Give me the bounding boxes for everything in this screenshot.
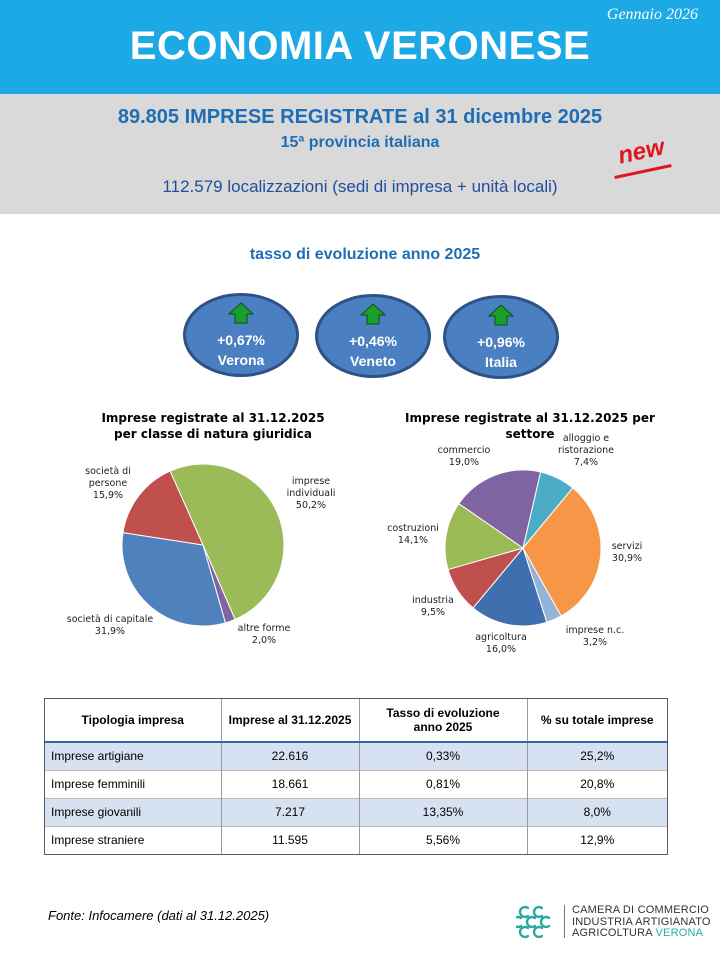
logo-separator (564, 905, 565, 938)
cell-imprese: 18.661 (221, 770, 359, 798)
cell-tipologia: Imprese straniere (45, 826, 221, 854)
localizations: 112.579 localizzazioni (sedi di impresa + unità locali) (162, 177, 558, 196)
pie1-label-capitale: società di capitale 31,9% (66, 614, 154, 637)
cell-percentuale: 8,0% (527, 798, 667, 826)
evolution-place: Verona (217, 352, 265, 368)
cell-imprese: 7.217 (221, 798, 359, 826)
evolution-bubble-veneto (315, 294, 431, 378)
pie1-label-altre: altre forme 2,0% (237, 623, 291, 646)
col-header-imprese: Imprese al 31.12.2025 (221, 699, 359, 742)
cell-tipologia: Imprese femminili (45, 770, 221, 798)
up-arrow-icon (488, 304, 514, 326)
table-header-row (45, 699, 667, 742)
pie2-label-commercio: commercio 19,0% (437, 445, 491, 468)
cell-imprese: 22.616 (221, 742, 359, 770)
col-header-tasso: Tasso di evoluzione anno 2025 (359, 699, 527, 742)
evolution-bubble-italia (443, 295, 559, 379)
source-note: Fonte: Infocamere (dati al 31.12.2025) (48, 908, 270, 923)
cell-tasso: 13,35% (359, 798, 527, 826)
pie2-label-alloggio: alloggio e ristorazione 7,4% (557, 433, 615, 468)
pie1-title: Imprese registrate al 31.12.2025 per classe di natura giuridica (101, 411, 325, 441)
evolution-place: Italia (485, 354, 517, 370)
evolution-title: tasso di evoluzione anno 2025 (249, 246, 481, 263)
pie-chart-sector (443, 468, 603, 628)
total-registered: 89.805 IMPRESE REGISTRATE al 31 dicembre 2025 (117, 106, 603, 128)
summary-panel (0, 94, 720, 214)
up-arrow-icon (360, 303, 386, 325)
report-date: Gennaio 2026 (606, 6, 698, 23)
header-banner (0, 0, 720, 94)
evolution-bubble-verona (183, 293, 299, 377)
cell-tipologia: Imprese artigiane (45, 742, 221, 770)
cell-percentuale: 25,2% (527, 742, 667, 770)
col-header-tipologia: Tipologia impresa (45, 699, 221, 742)
table-row (45, 770, 667, 798)
pie2-label-agricoltura: agricoltura 16,0% (475, 632, 527, 655)
pie1-label-individuali: imprese individuali 50,2% (286, 476, 336, 511)
cell-tasso: 0,33% (359, 742, 527, 770)
pie-chart-legal-form (120, 462, 286, 628)
evolution-value: +0,96% (477, 334, 525, 350)
chamber-logo-text: CAMERA DI COMMERCIO INDUSTRIA ARTIGIANATO AGRICOLTURA VERONA (572, 904, 711, 939)
cell-tasso: 0,81% (359, 770, 527, 798)
table-row (45, 826, 667, 854)
new-badge: new (615, 133, 667, 170)
cell-tasso: 5,56% (359, 826, 527, 854)
page-title: ECONOMIA VERONESE (129, 24, 591, 68)
pie2-label-servizi: servizi 30,9% (611, 541, 643, 564)
cell-percentuale: 20,8% (527, 770, 667, 798)
cell-imprese: 11.595 (221, 826, 359, 854)
cell-percentuale: 12,9% (527, 826, 667, 854)
pie2-title: Imprese registrate al 31.12.2025 per settore (405, 411, 655, 441)
table-row (45, 742, 667, 770)
evolution-value: +0,67% (217, 332, 265, 348)
evolution-value: +0,46% (349, 333, 397, 349)
evolution-place: Veneto (350, 353, 396, 369)
province-rank: 15ª provincia italiana (280, 134, 440, 151)
enterprise-table (45, 699, 667, 854)
pie2-label-nc: imprese n.c. 3,2% (565, 625, 625, 648)
chamber-logo-icon (516, 902, 554, 940)
pie1-label-persone: società di persone 15,9% (85, 466, 131, 501)
pie2-label-industria: industria 9,5% (412, 595, 454, 618)
cell-tipologia: Imprese giovanili (45, 798, 221, 826)
up-arrow-icon (228, 302, 254, 324)
table-row (45, 798, 667, 826)
col-header-percentuale: % su totale imprese (527, 699, 667, 742)
pie2-label-costruzioni: costruzioni 14,1% (387, 523, 439, 546)
